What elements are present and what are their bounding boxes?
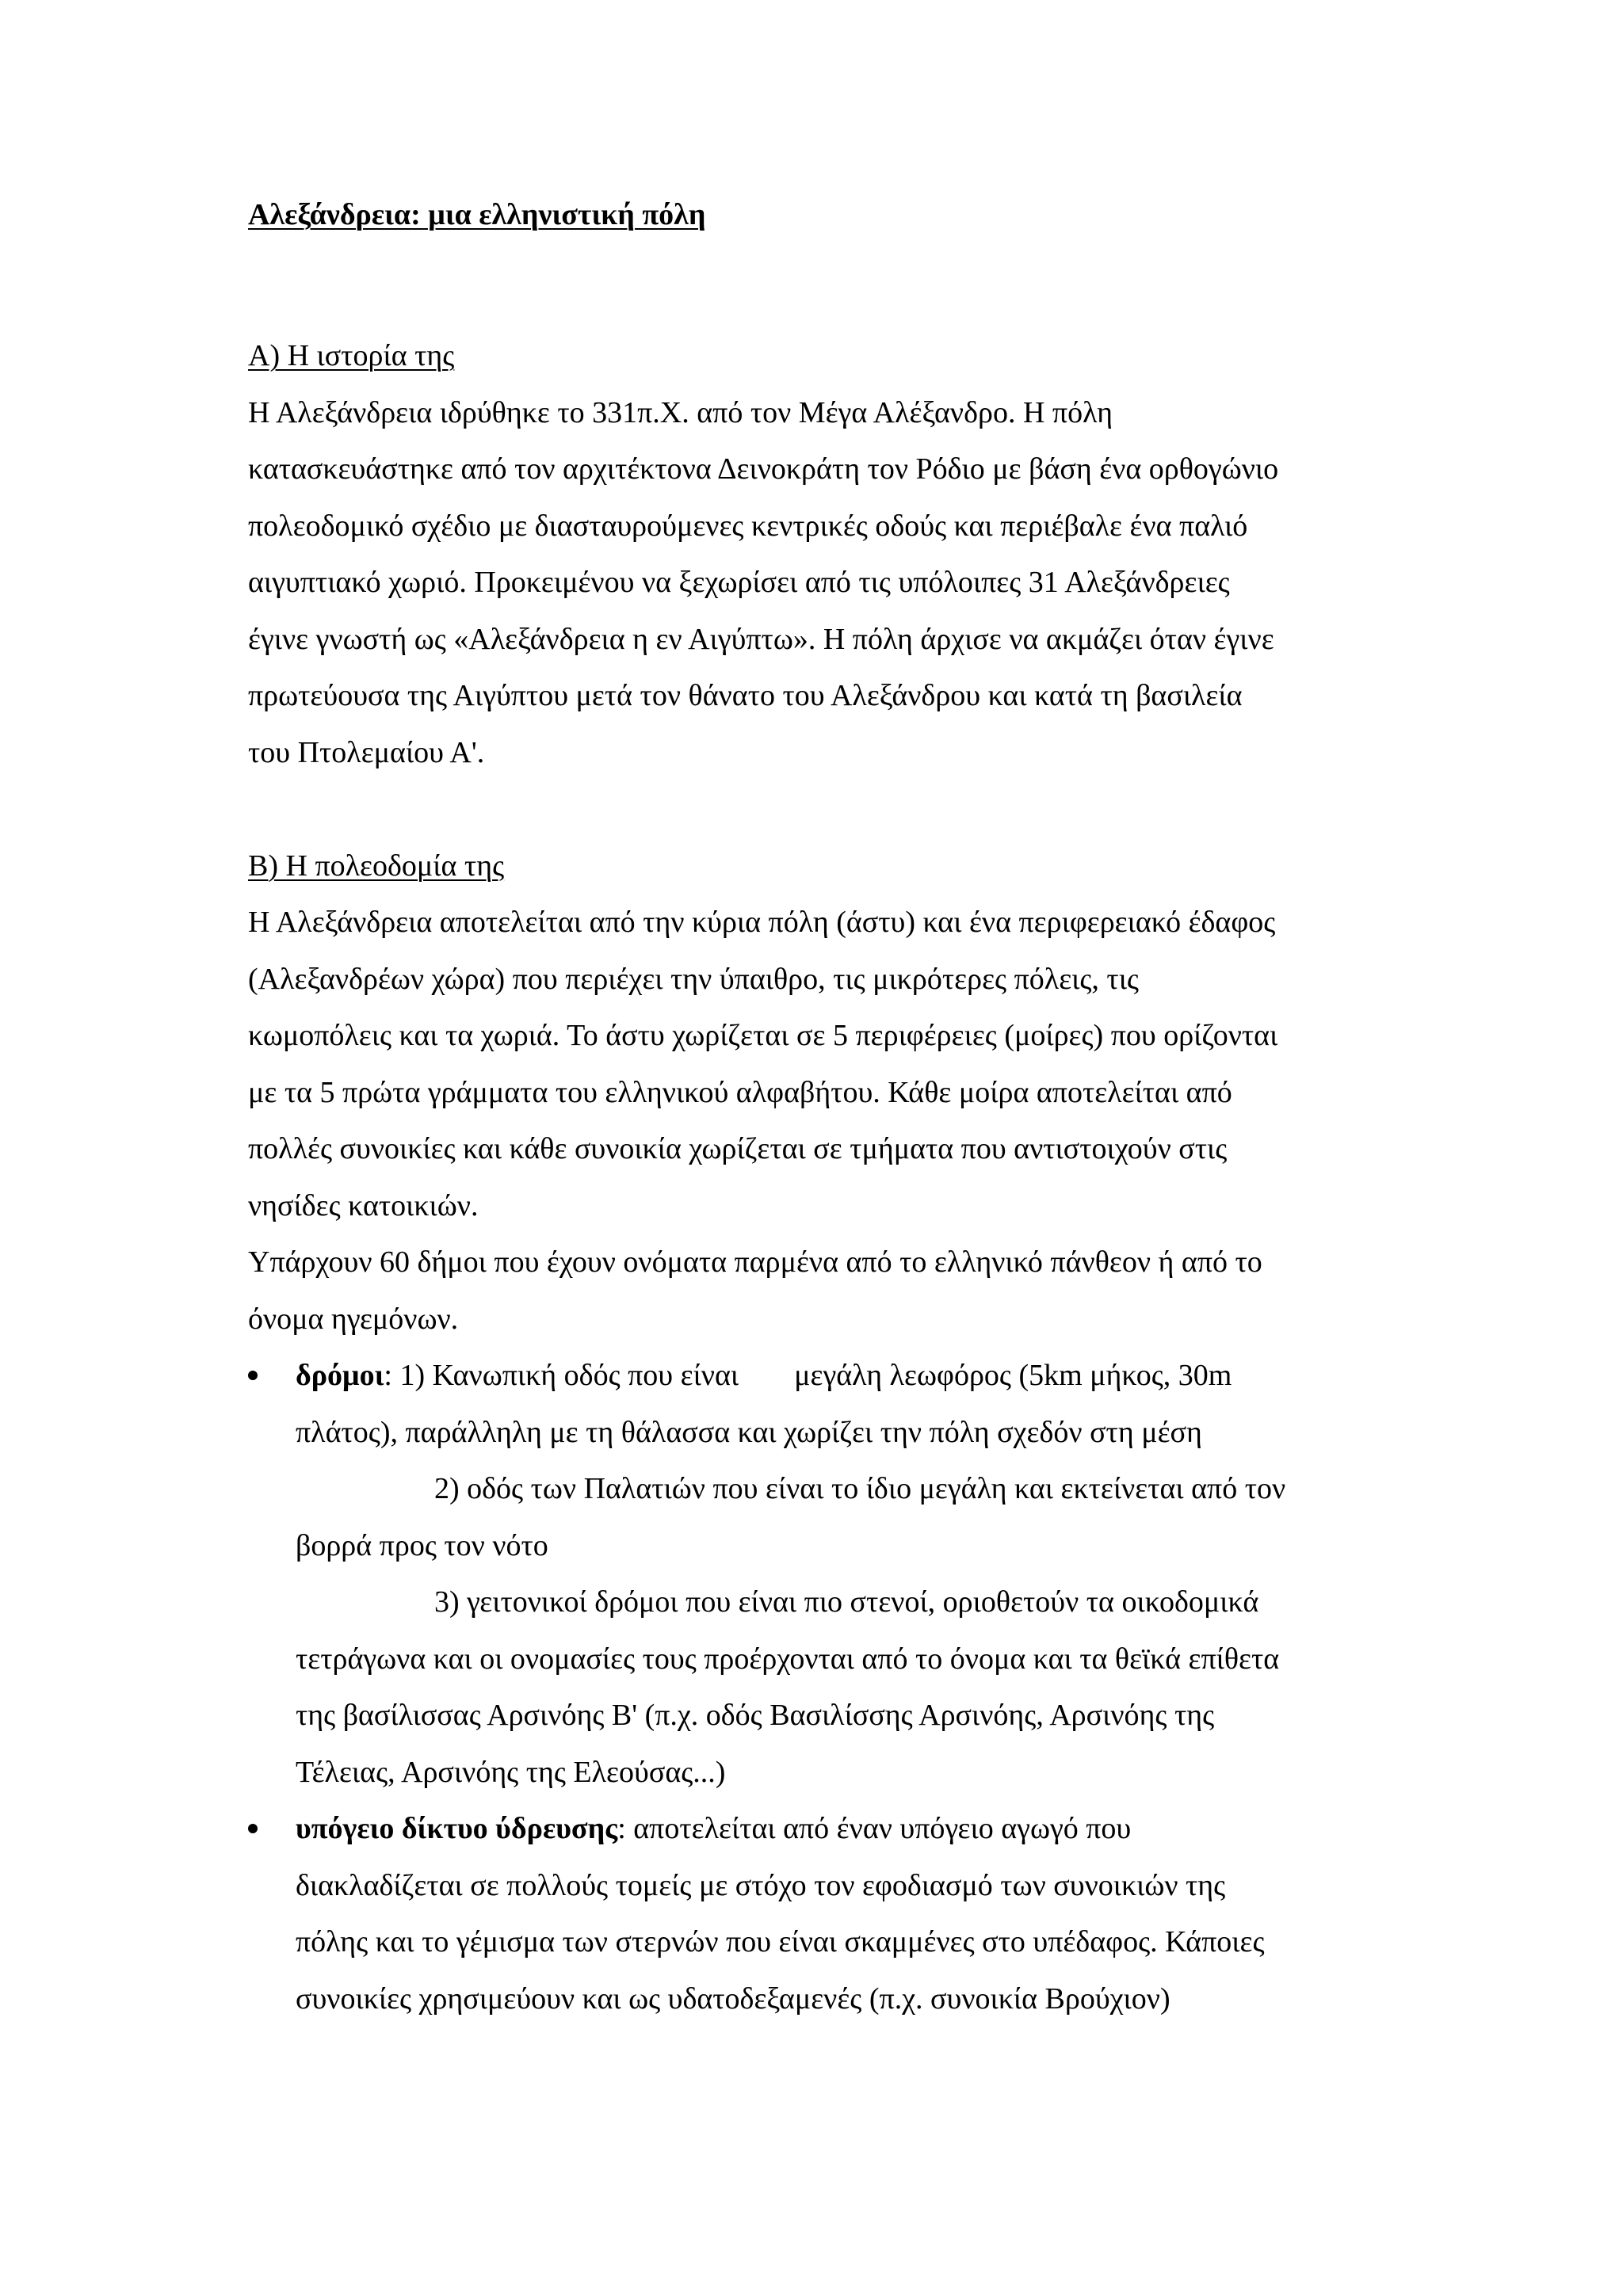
- section-a-heading: Α) Η ιστορία της: [248, 339, 455, 372]
- paragraph-line: (Αλεξανδρέων χώρα) που περιέχει την ύπαιθρο, τις μικρότερες πόλεις, τις: [248, 962, 1139, 996]
- list-item-line: Τέλειας, Αρσινόης της Ελεούσας...): [296, 1755, 726, 1789]
- paragraph-line: έγινε γνωστή ως «Αλεξάνδρεια η εν Αιγύπτω». Η πόλη άρχισε να ακμάζει όταν έγινε: [248, 622, 1274, 656]
- list-item-line: πόλης και το γέμισμα των στερνών που είναι σκαμμένες στο υπέδαφος. Κάποιες: [296, 1925, 1265, 1958]
- list-item-line: διακλαδίζεται σε πολλούς τομείς με στόχο τον εφοδιασμό των συνοικιών της: [296, 1868, 1226, 1902]
- list-item-water-network: υπόγειο δίκτυο ύδρευσης: αποτελείται από έναν υπόγειο αγωγό που διακλαδίζεται σε πολλούς τομείς με στόχο τον εφοδιασμό των συνοικιών της πόλης και το γέμισμα των στερνών που είναι σκαμμένες στο υπέδαφος. Κάποιες συνοικίες χρησιμεύουν και ως υδατοδεξαμενές (π.χ. συνοικία Βρούχιον): [248, 1801, 1389, 2027]
- list-item-roads: δρόμοι: 1) Κανωπική οδός που είναι μεγάλη λεωφόρος (5km μήκος, 30m πλάτος), παράλληλη με τη θάλασσα και χωρίζει την πόλη σχεδόν στη μέση 2) οδός των Παλατιών που είναι το ίδιο μεγάλη και εκτείνεται από τον βορρά προς τον νότο 3) γειτονικοί δρόμοι που είναι πιο στενοί, οριοθετούν τα οικοδομικά τετράγωνα και οι ονομασίες τους προέρχονται από το όνομα και τα θεϊκά επίθετα της βασίλισσας Αρσινόης Β' (π.χ. οδός Βασιλίσσης Αρσινόης, Αρσινόης της Τέλειας, Αρσινόης της Ελεούσας...): [248, 1348, 1389, 1801]
- paragraph-line: κατασκευάστηκε από τον αρχιτέκτονα Δεινοκράτη τον Ρόδιο με βάση ένα ορθογώνιο: [248, 452, 1279, 486]
- list-item-line: τετράγωνα και οι ονομασίες τους προέρχονται από το όνομα και τα θεϊκά επίθετα: [296, 1642, 1280, 1676]
- paragraph-line: αιγυπτιακό χωριό. Προκειμένου να ξεχωρίσει από τις υπόλοιπες 31 Αλεξάνδρειες: [248, 566, 1230, 599]
- paragraph-line: πολλές συνοικίες και κάθε συνοικία χωρίζεται σε τμήματα που αντιστοιχούν στις: [248, 1132, 1228, 1165]
- paragraph-line: Η Αλεξάνδρεια ιδρύθηκε το 331π.Χ. από τον Μέγα Αλέξανδρο. Η πόλη: [248, 395, 1113, 429]
- paragraph-line: πολεοδομικό σχέδιο με διασταυρούμενες κεντρικές οδούς και περιέβαλε ένα παλιό: [248, 509, 1248, 543]
- paragraph-line: Η Αλεξάνδρεια αποτελείται από την κύρια πόλη (άστυ) και ένα περιφερειακό έδαφος: [248, 906, 1276, 939]
- section-b-heading: Β) Η πολεοδομία της: [248, 849, 505, 883]
- document-content: [248, 187, 1389, 2027]
- list-item-line: πλάτος), παράλληλη με τη θάλασσα και χωρίζει την πόλη σχεδόν στη μέση: [296, 1415, 1202, 1449]
- document-title: Αλεξάνδρεια: μια ελληνιστική πόλη: [248, 198, 706, 231]
- list-item-term: δρόμοι: [296, 1359, 384, 1392]
- list-item-term: υπόγειο δίκτυο ύδρευσης: [296, 1812, 618, 1845]
- paragraph-line: Υπάρχουν 60 δήμοι που έχουν ονόματα παρμένα από το ελληνικό πάνθεον ή από το: [248, 1245, 1262, 1279]
- list-item-line: βορρά προς τον νότο: [296, 1528, 548, 1562]
- list-item-line: της βασίλισσας Αρσινόης Β' (π.χ. οδός Βασιλίσσης Αρσινόης, Αρσινόης της: [296, 1699, 1215, 1732]
- list-item-line: συνοικίες χρησιμεύουν και ως υδατοδεξαμενές (π.χ. συνοικία Βρούχιον): [296, 1981, 1170, 2016]
- section-a-body: [248, 385, 1389, 782]
- paragraph-line: όνομα ηγεμόνων.: [248, 1302, 459, 1336]
- section-b-body: [248, 894, 1389, 1348]
- bullet-list: [248, 1348, 1389, 2027]
- paragraph-line: πρωτεύουσα της Αιγύπτου μετά τον θάνατο του Αλεξάνδρου και κατά τη βασιλεία: [248, 679, 1243, 712]
- list-item-line: 3) γειτονικοί δρόμοι που είναι πιο στενοί, οριοθετούν τα οικοδομικά: [434, 1585, 1259, 1619]
- paragraph-line: του Πτολεμαίου Α'.: [248, 735, 485, 769]
- paragraph-line: κωμοπόλεις και τα χωριά. Το άστυ χωρίζεται σε 5 περιφέρειες (μοίρες) που ορίζονται: [248, 1019, 1278, 1052]
- list-item-line: 2) οδός των Παλατιών που είναι το ίδιο μεγάλη και εκτείνεται από τον: [434, 1472, 1286, 1505]
- paragraph-line: νησίδες κατοικιών.: [248, 1188, 479, 1222]
- paragraph-line: με τα 5 πρώτα γράμματα του ελληνικού αλφαβήτου. Κάθε μοίρα αποτελείται από: [248, 1075, 1232, 1109]
